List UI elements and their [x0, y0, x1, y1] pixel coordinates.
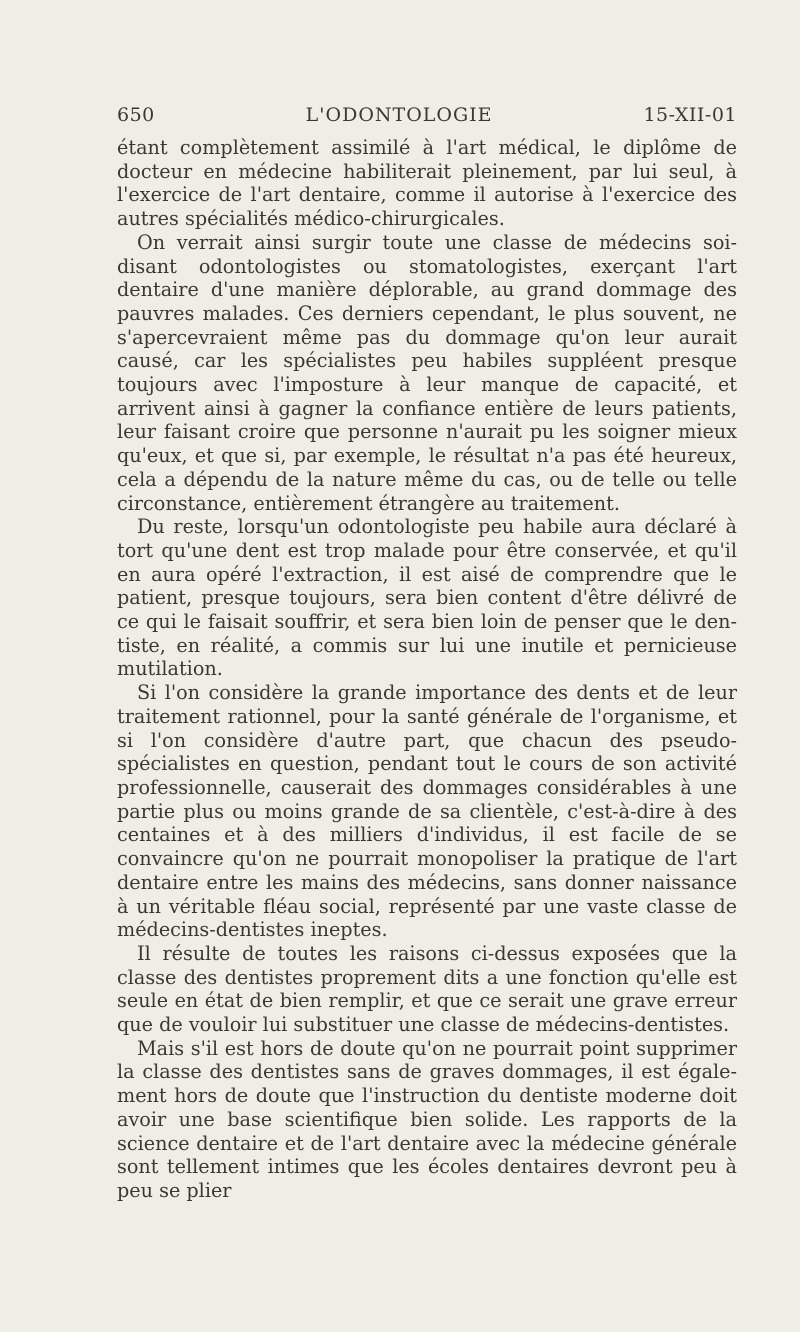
- body-text: [117, 136, 737, 1203]
- journal-title: L'ODONTOLOGIE: [305, 104, 493, 126]
- paragraph: Mais s'il est hors de doute qu'on ne pourrait point supprimer la classe des dentistes sans de graves dommages, il est également hors de doute que l'instruction du dentiste moderne doit avoir une base scientifique bien solide. Les rapports de la science dentaire et de l'art dentaire avec la médecine générale sont tellement intimes que les écoles dentaires devront peu à peu se plier: [117, 1036, 737, 1202]
- book-page: [117, 104, 737, 1203]
- paragraph: Si l'on considère la grande importance des dents et de leur traitement rationnel, pour la santé générale de l'organisme, et si l'on considère d'autre part, que chacun des pseudo-spécialistes en question, pendant tout le cours de son activité professionnelle, causerait des dommages considérables à une partie plus ou moins grande de sa clientèle, c'est-à-dire à des centaines et à des milliers d'individus, il est facile de se convaincre qu'on ne pourrait monopoliser la pratique de l'art dentaire entre les mains des médecins, sans donner naissance à un véritable fléau social, représenté par une vaste classe de médecins-dentistes ineptes.: [117, 681, 737, 942]
- paragraph: Il résulte de toutes les raisons ci-dessus exposées que la classe des dentistes proprement dits a une fonction qu'elle est seule en état de bien remplir, et que ce serait une grave erreur que de vouloir lui substituer une classe de médecins-dentistes.: [117, 941, 737, 1037]
- issue-date: 15-XII-01: [643, 104, 737, 126]
- paragraph: Du reste, lorsqu'un odontologiste peu habile aura déclaré à tort qu'une dent est trop malade pour être conservée, et qu'il en aura opéré l'extraction, il est aisé de comprendre que le patient, presque toujours, sera bien content d'être délivré de ce qui le faisait souffrir, et sera bien loin de penser que le dentiste, en réalité, a commis sur lui une inutile et pernicieuse mutilation.: [117, 515, 737, 681]
- running-head: [117, 104, 737, 126]
- page-number: 650: [117, 104, 155, 126]
- paragraph-continued: étant complètement assimilé à l'art médical, le diplôme de docteur en médecine habiliterait pleinement, par lui seul, à l'exercice de l'art dentaire, comme il autorise à l'exercice des autres spécialités médico-chirurgicales.: [117, 136, 737, 231]
- paragraph: On verrait ainsi surgir toute une classe de médecins soi-disant odontologistes ou stomatologistes, exerçant l'art dentaire d'une manière déplorable, au grand dommage des pauvres malades. Ces derniers cependant, le plus souvent, ne s'apercevraient même pas du dommage qu'on leur aurait causé, car les spécialistes peu habiles suppléent presque toujours avec l'imposture à leur manque de capacité, et arrivent ainsi à gagner la confiance entière de leurs patients, leur faisant croire que personne n'aurait pu les soigner mieux qu'eux, et que si, par exemple, le résultat n'a pas été heureux, cela a dépendu de la nature même du cas, ou de telle ou telle circonstance, entièrement étrangère au traitement.: [117, 230, 737, 515]
